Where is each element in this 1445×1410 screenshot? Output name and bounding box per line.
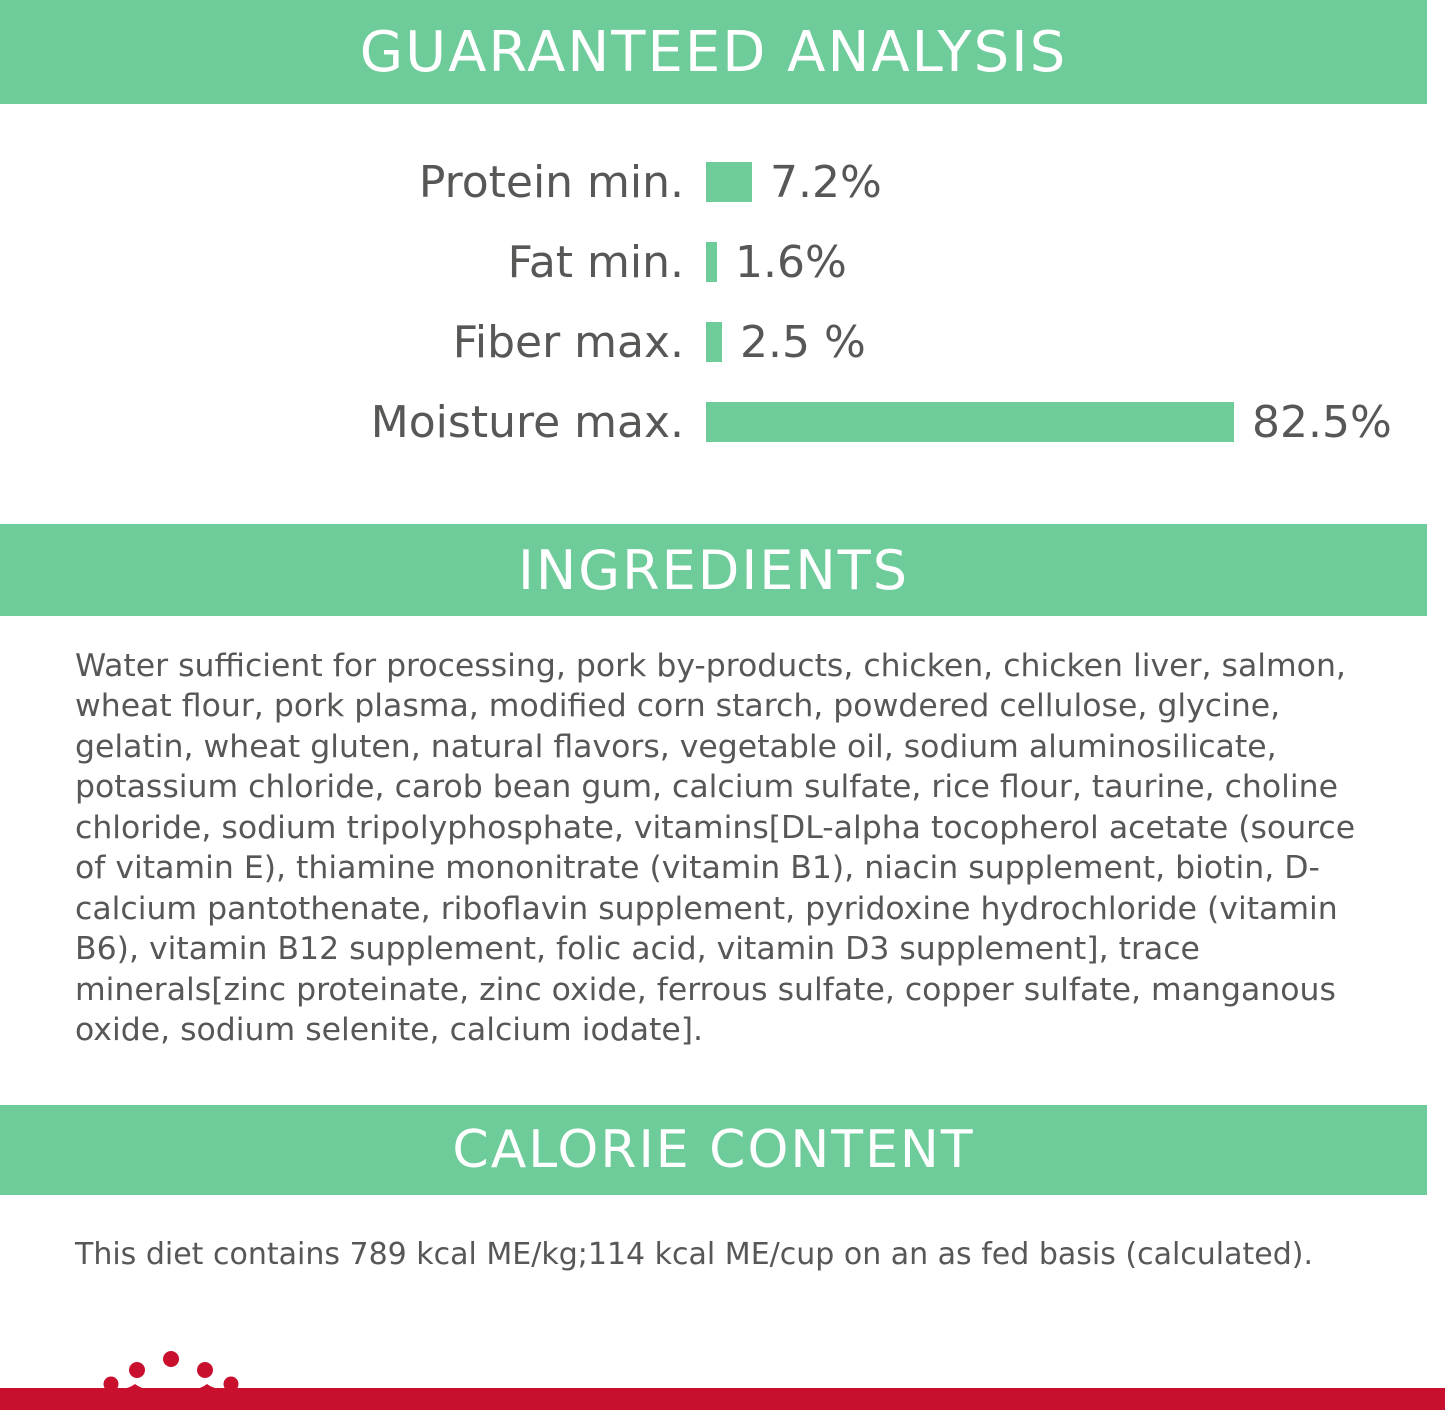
- nutrient-bar: [706, 322, 722, 362]
- analysis-row: [0, 222, 1445, 302]
- nutrient-bar: [706, 402, 1234, 442]
- ingredients-text: Water sufficient for processing, pork by-products, chicken, chicken liver, salmon, wheat flour, pork plasma, modified corn starch, powdered cellulose, glycine, gelatin, wheat gluten, natural flavors, vegetable oil, sodium aluminosilicate, potassium chloride, carob bean gum, calcium sulfate, rice flour, taurine, choline chloride, sodium tripolyphosphate, vitamins[DL-alpha tocopherol acetate (source of vitamin E), thiamine mononitrate (vitamin B1), niacin supplement, biotin, D-calcium pantothenate, riboflavin supplement, pyridoxine hydrochloride (vitamin B6), vitamin B12 supplement, folic acid, vitamin D3 supplement], trace minerals[zinc proteinate, zinc oxide, ferrous sulfate, copper sulfate, manganous oxide, sodium selenite, calcium iodate].: [75, 648, 1356, 1049]
- nutrient-bar: [706, 162, 752, 202]
- nutrient-value: 1.6%: [735, 236, 847, 288]
- nutrient-value: 82.5%: [1252, 396, 1392, 448]
- calorie-content-title: CALORIE CONTENT: [452, 1119, 975, 1180]
- ingredients-title: INGREDIENTS: [517, 538, 910, 602]
- guaranteed-analysis-chart: [0, 104, 1445, 462]
- nutrient-label: Protein min.: [418, 156, 684, 208]
- analysis-row: [0, 302, 1445, 382]
- nutrient-value: 7.2%: [770, 156, 882, 208]
- footer: [0, 1348, 1445, 1410]
- section-header-ingredients: [0, 524, 1427, 616]
- royal-canin-crown-logo-icon: [95, 1350, 247, 1408]
- nutrient-bar: [706, 242, 717, 282]
- section-header-calorie-content: [0, 1105, 1427, 1195]
- section-header-guaranteed-analysis: [0, 0, 1427, 104]
- analysis-row: [0, 142, 1445, 222]
- analysis-row: [0, 382, 1445, 462]
- nutrient-value: 2.5 %: [740, 316, 866, 368]
- calorie-content-text: This diet contains 789 kcal ME/kg;114 kcal ME/cup on an as fed basis (calculated).: [75, 1236, 1314, 1272]
- nutrient-label: Fat min.: [507, 236, 684, 288]
- nutrient-label: Fiber max.: [452, 316, 684, 368]
- guaranteed-analysis-title: GUARANTEED ANALYSIS: [359, 19, 1068, 85]
- nutrient-label: Moisture max.: [370, 396, 684, 448]
